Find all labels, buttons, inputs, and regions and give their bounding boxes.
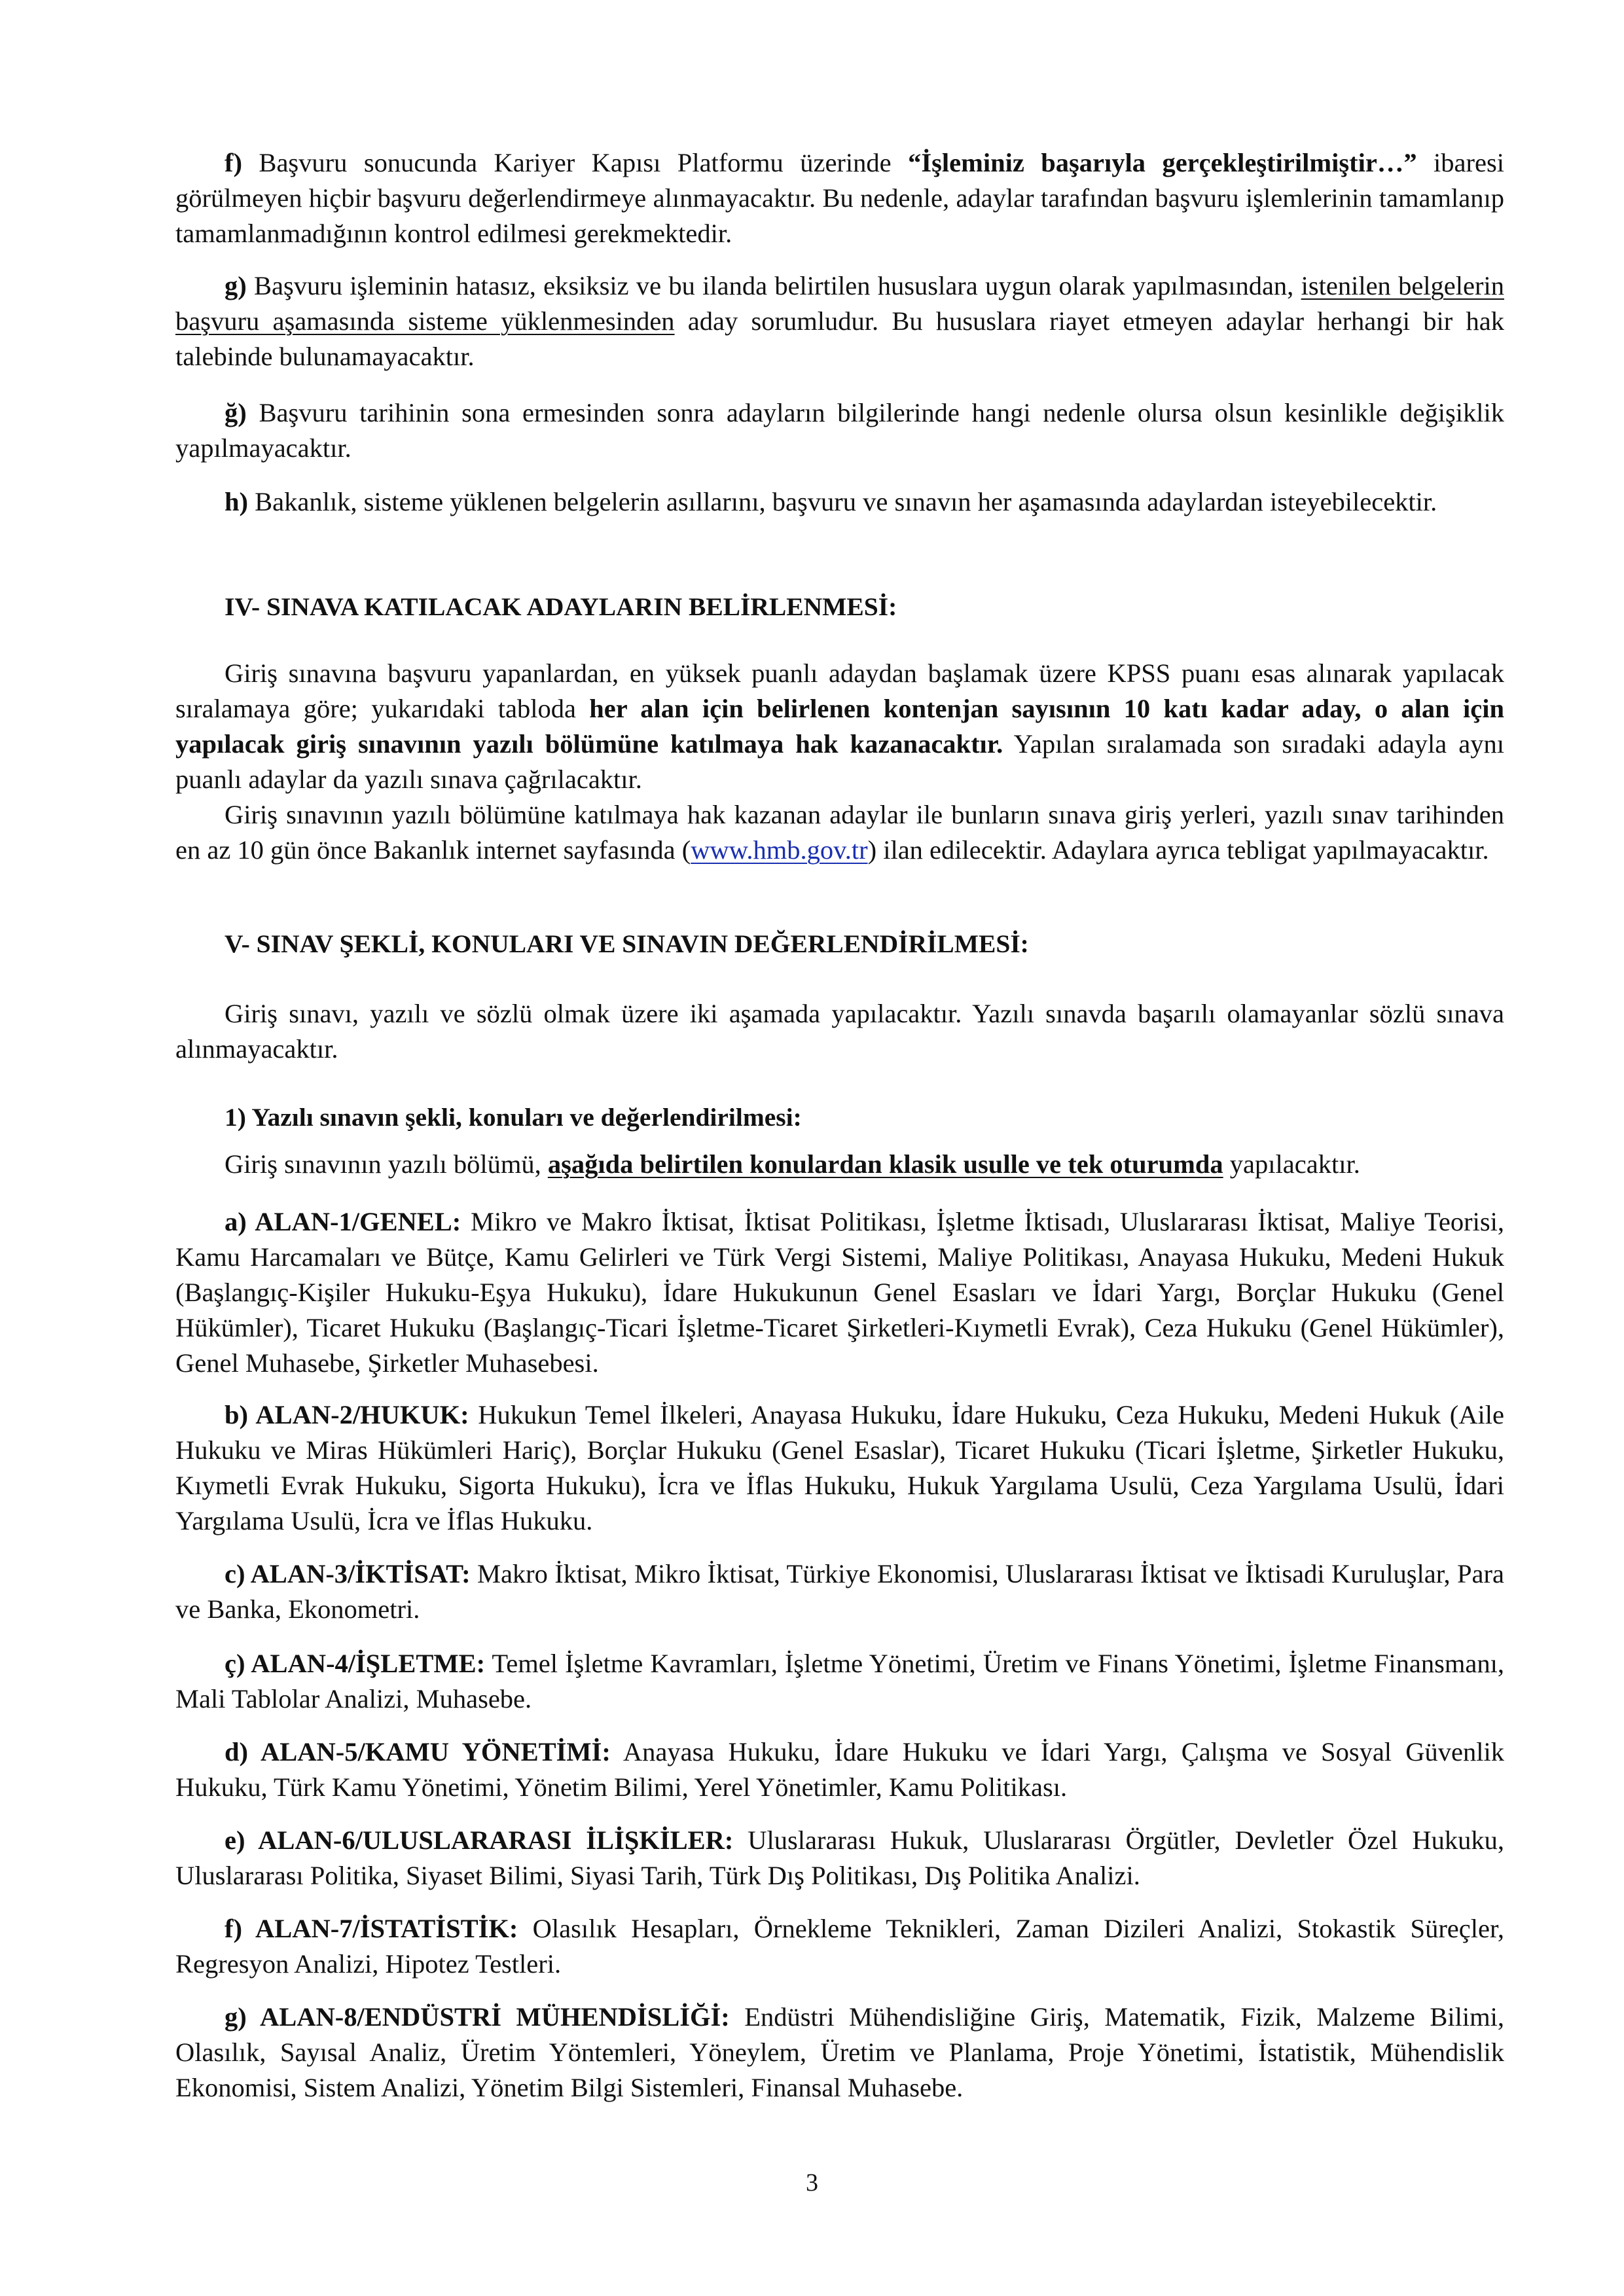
area-label: ç) ALAN-4/İŞLETME:	[225, 1649, 486, 1678]
paragraph-text: ibaresi görülmeyen hiçbir başvuru değerlendirmeye alınmayacaktır. Bu nedenle, adaylar tarafından başvuru işlemlerinin tamamlanıp tamamlanmadığının kontrol edilmesi gerekmektedir.	[175, 148, 1504, 248]
paragraph-text: Yapılan sıralamada son sıradaki adayla aynı puanlı adaylar da yazılı sınava çağrılacaktır.	[175, 729, 1504, 794]
paragraph-text: Giriş sınavına başvuru yapanlardan, en yüksek puanlı adaydan başlamak üzere KPSS puanı esas alınarak yapılacak sıralamaya göre; yukarıdaki tabloda	[175, 658, 1504, 723]
area-topics: Anayasa Hukuku, İdare Hukuku ve İdari Yargı, Çalışma ve Sosyal Güvenlik Hukuku, Türk Kamu Yönetimi, Yönetim Bilimi, Yerel Yönetimler, Kamu Politikası.	[175, 1737, 1504, 1802]
area-b	[175, 1397, 1504, 1539]
paragraph-text: Başvuru işleminin hatasız, eksiksiz ve bu ilanda belirtilen hususlara uygun olarak yapılmasından,	[246, 271, 1301, 300]
underlined-text: istenilen belgelerin başvuru aşamasında sisteme yüklenmesinden	[175, 271, 1504, 336]
area-label: c) ALAN-3/İKTİSAT:	[225, 1559, 471, 1588]
paragraph-text: Başvuru tarihinin sona ermesinden sonra adayların bilgilerinde hangi nedenle olursa olsun kesinlikle değişiklik yapılmayacaktır.	[175, 398, 1504, 463]
paragraph-g	[175, 268, 1504, 374]
area-topics: Endüstri Mühendisliğine Giriş, Matematik, Fizik, Malzeme Bilimi, Olasılık, Sayısal Analiz, Üretim Yöntemleri, Yöneylem, Üretim ve Planlama, Proje Yönetimi, İstatistik, Mühendislik Ekonomisi, Sistem Analizi, Yönetim Bilgi Sistemleri, Finansal Muhasebe.	[175, 2002, 1504, 2102]
item-label: g)	[225, 271, 247, 300]
section-v-heading: V- SINAV ŞEKLİ, KONULARI VE SINAVIN DEĞERLENDİRİLMESİ:	[225, 929, 1029, 958]
area-topics: Mikro ve Makro İktisat, İktisat Politikası, İşletme İktisadı, Uluslararası İktisat, Maliye Teorisi, Kamu Harcamaları ve Bütçe, Kamu Gelirleri ve Türk Vergi Sistemi, Maliye Politikası, Anayasa Hukuku, Medeni Hukuk (Başlangıç-Kişiler Hukuku-Eşya Hukuku), İdare Hukukunun Genel Esasları ve İdari Yargı, Borçlar Hukuku (Genel Hükümler), Ticaret Hukuku (Başlangıç-Ticari İşletme-Ticaret Şirketleri-Kıymetli Evrak), Ceza Hukuku (Genel Hükümler), Genel Muhasebe, Şirketler Muhasebesi.	[175, 1207, 1505, 1378]
written-exam-body	[175, 1147, 1504, 1182]
paragraph-text: yapılacaktır.	[1223, 1149, 1360, 1179]
paragraph-text: ) ilan edilecektir. Adaylara ayrıca tebligat yapılmayacaktır.	[867, 835, 1489, 865]
written-exam-subheading: 1) Yazılı sınavın şekli, konuları ve değerlendirilmesi:	[225, 1103, 802, 1132]
paragraph-text: aday sorumludur. Bu hususlara riayet etmeyen adaylar herhangi bir hak talebinde bulunamayacaktır.	[175, 306, 1504, 371]
area-topics: Makro İktisat, Mikro İktisat, Türkiye Ekonomisi, Uluslararası İktisat ve İktisadi Kuruluşlar, Para ve Banka, Ekonometri.	[175, 1559, 1504, 1624]
area-e	[175, 1823, 1504, 1893]
page-number: 3	[806, 2169, 818, 2197]
area-label: d) ALAN-5/KAMU YÖNETİMİ:	[225, 1737, 611, 1767]
area-label: f) ALAN-7/İSTATİSTİK:	[225, 1914, 518, 1943]
area-label: b) ALAN-2/HUKUK:	[225, 1400, 469, 1429]
area-topics: Uluslararası Hukuk, Uluslararası Örgütler, Devletler Özel Hukuku, Uluslararası Politika, Siyaset Bilimi, Siyasi Tarih, Türk Dış Politikası, Dış Politika Analizi.	[175, 1825, 1504, 1890]
section-iv-body	[175, 656, 1504, 868]
area-f	[175, 1911, 1504, 1982]
area-c	[175, 1556, 1504, 1627]
paragraph-text: Bakanlık, sisteme yüklenen belgelerin asıllarını, başvuru ve sınavın her aşamasında adaylardan isteyebilecektir.	[248, 487, 1437, 516]
area-topics: Hukukun Temel İlkeleri, Anayasa Hukuku, İdare Hukuku, Ceza Hukuku, Medeni Hukuk (Aile Hukuku ve Miras Hükümleri Hariç), Borçlar Hukuku (Genel Esaslar), Ticaret Hukuku (Ticari İşletme, Şirketler Hukuku, Kıymetli Evrak Hukuku, Sigorta Hukuku), İcra ve İflas Hukuku, Hukuk Yargılama Usulü, Ceza Yargılama Usulü, İdari Yargılama Usulü, İcra ve İflas Hukuku.	[175, 1400, 1504, 1535]
section-v-intro: Giriş sınavı, yazılı ve sözlü olmak üzere iki aşamada yapılacaktır. Yazılı sınavda başarılı olamayanlar sözlü sınava alınmayacaktır.	[175, 999, 1504, 1064]
item-label: f)	[225, 148, 242, 177]
paragraph-text: Giriş sınavının yazılı bölümüne katılmaya hak kazanan adaylar ile bunların sınava giriş yerleri, yazılı sınav tarihinden en az 10 gün önce Bakanlık internet sayfasında (	[175, 800, 1504, 865]
item-label: h)	[225, 487, 249, 516]
area-label: e) ALAN-6/ULUSLARARASI İLİŞKİLER:	[225, 1825, 734, 1855]
area-topics: Temel İşletme Kavramları, İşletme Yönetimi, Üretim ve Finans Yönetimi, İşletme Finansmanı, Mali Tablolar Analizi, Muhasebe.	[175, 1649, 1504, 1713]
ministry-website-link[interactable]: www.hmb.gov.tr	[691, 835, 868, 865]
area-c-cedilla	[175, 1646, 1504, 1717]
quoted-notice: “İşleminiz başarıyla gerçekleştirilmiştir…”	[908, 148, 1417, 177]
bold-text: her alan için belirlenen kontenjan sayısının 10 katı kadar aday, o alan için yapılacak giriş sınavının yazılı bölümüne katılmaya hak kazanacaktır.	[175, 694, 1504, 759]
underlined-bold-text: aşağıda belirtilen konulardan klasik usulle ve tek oturumda	[547, 1149, 1223, 1179]
area-d	[175, 1734, 1504, 1805]
paragraph-f	[175, 145, 1504, 251]
paragraph-text: Başvuru sonucunda Kariyer Kapısı Platformu üzerinde	[242, 148, 909, 177]
paragraph-h	[175, 484, 1504, 520]
area-topics: Olasılık Hesapları, Örnekleme Teknikleri, Zaman Dizileri Analizi, Stokastik Süreçler, Regresyon Analizi, Hipotez Testleri.	[175, 1914, 1504, 1979]
area-label: a) ALAN-1/GENEL:	[225, 1207, 461, 1236]
area-g	[175, 2000, 1504, 2106]
paragraph-text: Giriş sınavının yazılı bölümü,	[225, 1149, 548, 1179]
area-label: g) ALAN-8/ENDÜSTRİ MÜHENDİSLİĞİ:	[225, 2002, 730, 2032]
area-a	[175, 1204, 1504, 1381]
item-label: ğ)	[225, 398, 247, 427]
paragraph-g-breve	[175, 395, 1504, 466]
section-iv-heading: IV- SINAVA KATILACAK ADAYLARIN BELİRLENMESİ:	[225, 592, 897, 621]
